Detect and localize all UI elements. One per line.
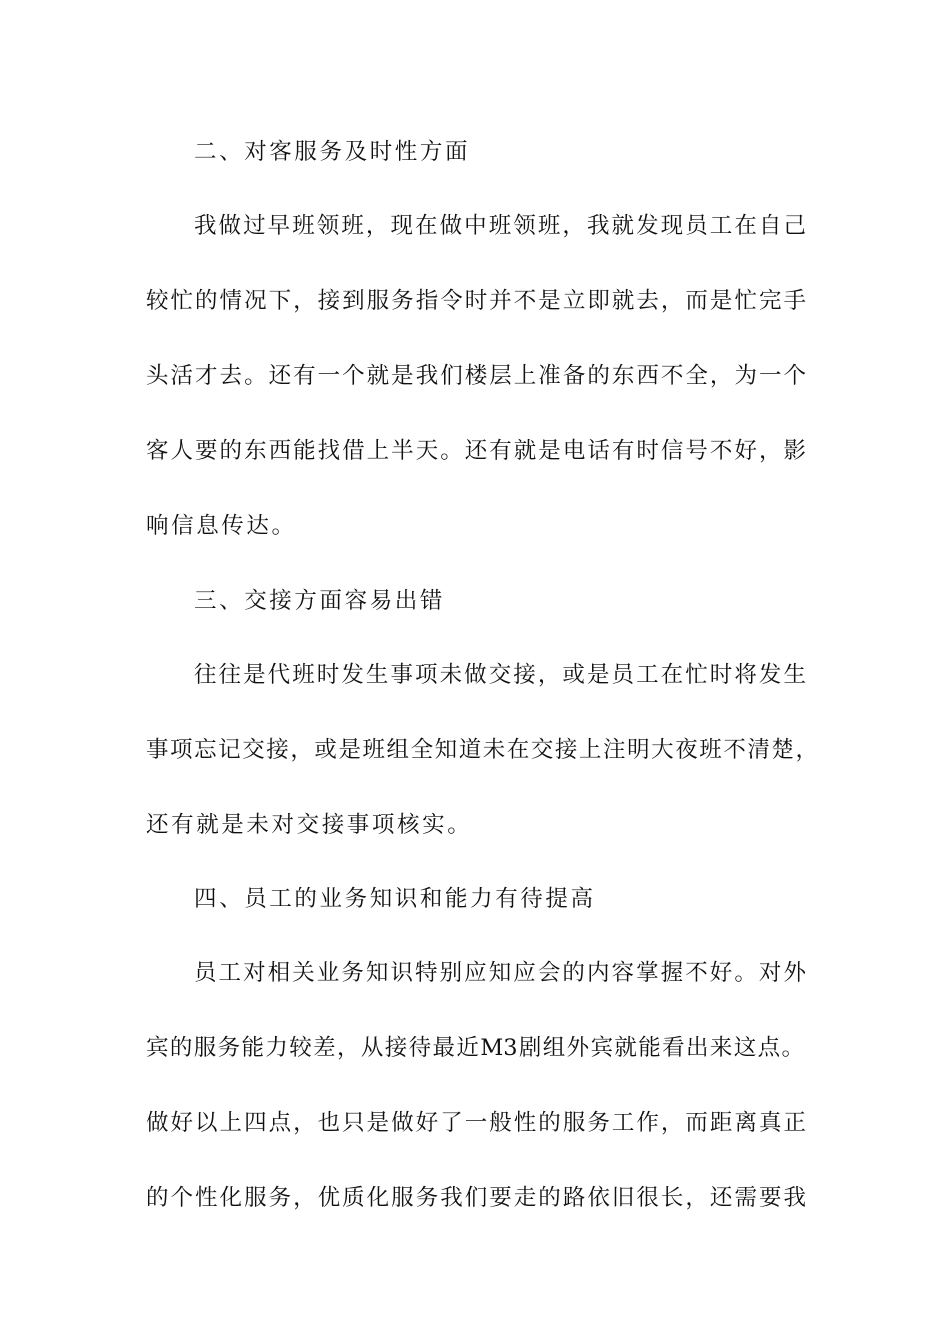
paragraph-line: 宾的服务能力较差，从接待最近M3剧组外宾就能看出来这点。	[146, 1035, 804, 1061]
paragraph-line: 头活才去。还有一个就是我们楼层上准备的东西不全，为一个	[146, 363, 806, 389]
paragraph-line: 还有就是未对交接事项核实。	[146, 812, 473, 838]
paragraph-line: 做好以上四点，也只是做好了一般性的服务工作，而距离真正	[146, 1110, 806, 1136]
paragraph-line: 往往是代班时发生事项未做交接，或是员工在忙时将发生	[194, 662, 806, 688]
paragraph-line: 员工对相关业务知识特别应知应会的内容掌握不好。对外	[194, 960, 806, 986]
paragraph-line: 较忙的情况下，接到服务指令时并不是立即就去，而是忙完手	[146, 288, 806, 314]
paragraph-line: 客人要的东西能找借上半天。还有就是电话有时信号不好，影	[146, 438, 806, 464]
paragraph-line: 的个性化服务，优质化服务我们要走的路依旧很长，还需要我	[146, 1185, 806, 1211]
section-heading-2: 二、对客服务及时性方面	[194, 139, 471, 165]
paragraph-line: 事项忘记交接，或是班组全知道未在交接上注明大夜班不清楚，	[146, 737, 818, 763]
section-heading-4: 四、员工的业务知识和能力有待提高	[194, 886, 596, 912]
section-heading-3: 三、交接方面容易出错	[194, 588, 446, 614]
paragraph-line: 我做过早班领班，现在做中班领班，我就发现员工在自己	[194, 213, 806, 239]
paragraph-line: 响信息传达。	[146, 513, 297, 539]
